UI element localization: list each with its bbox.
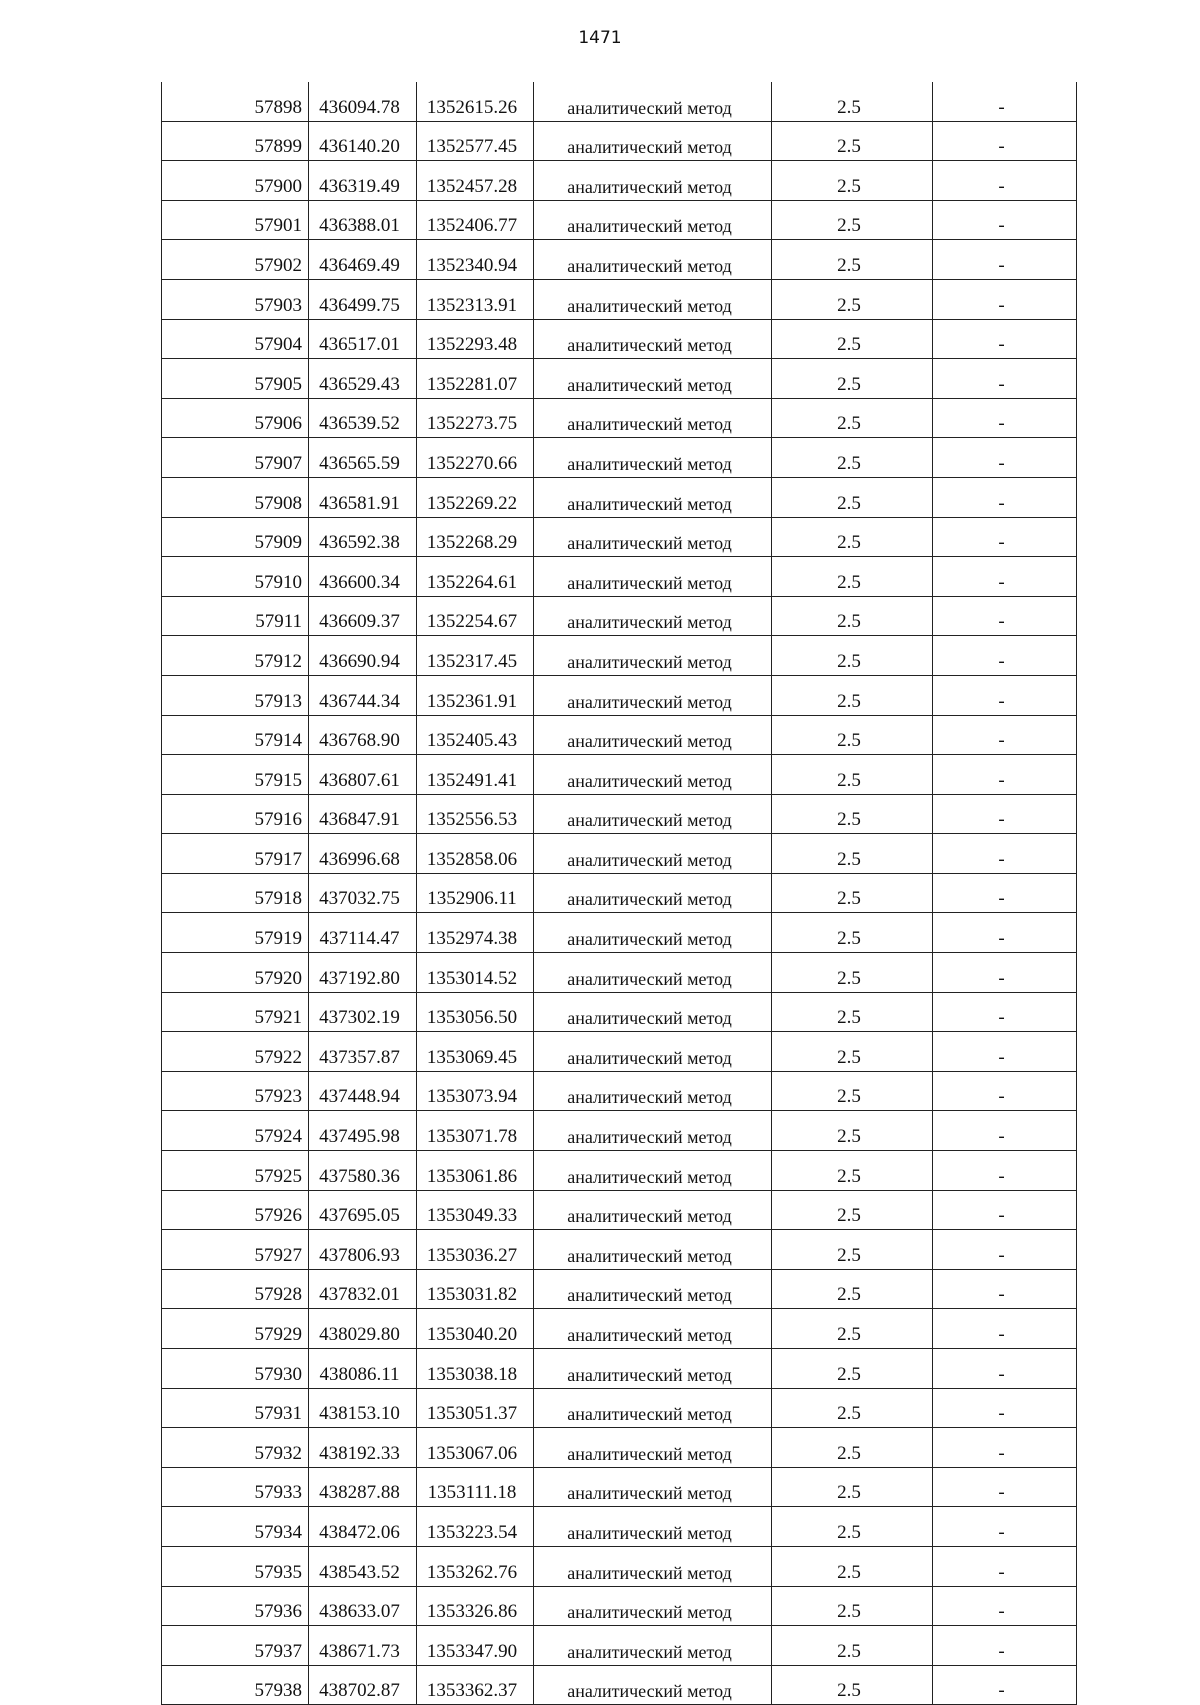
note-cell: - (933, 1665, 1077, 1705)
note-cell: - (933, 913, 1077, 953)
y-coordinate-cell: 1353071.78 (417, 1111, 534, 1151)
table-row (162, 953, 1077, 993)
note-cell: - (933, 319, 1077, 359)
point-number-cell: 57909 (162, 517, 309, 557)
table-row (162, 834, 1077, 874)
x-coordinate-cell: 437832.01 (309, 1269, 417, 1309)
accuracy-cell: 2.5 (772, 636, 933, 676)
x-coordinate-cell: 438086.11 (309, 1349, 417, 1389)
y-coordinate-cell: 1352269.22 (417, 477, 534, 517)
note-cell: - (933, 794, 1077, 834)
table-row (162, 1626, 1077, 1666)
method-cell: аналитический метод (534, 517, 772, 557)
point-number-cell: 57936 (162, 1586, 309, 1626)
note-cell: - (933, 1071, 1077, 1111)
page-number: 1471 (578, 28, 622, 48)
y-coordinate-cell: 1353073.94 (417, 1071, 534, 1111)
accuracy-cell: 2.5 (772, 161, 933, 201)
table-row (162, 398, 1077, 438)
y-coordinate-cell: 1352457.28 (417, 161, 534, 201)
method-cell: аналитический метод (534, 913, 772, 953)
accuracy-cell: 2.5 (772, 82, 933, 121)
point-number-cell: 57919 (162, 913, 309, 953)
x-coordinate-cell: 437448.94 (309, 1071, 417, 1111)
accuracy-cell: 2.5 (772, 953, 933, 993)
y-coordinate-cell: 1352340.94 (417, 240, 534, 280)
point-number-cell: 57933 (162, 1467, 309, 1507)
y-coordinate-cell: 1353061.86 (417, 1151, 534, 1191)
method-cell: аналитический метод (534, 1269, 772, 1309)
x-coordinate-cell: 436600.34 (309, 557, 417, 597)
x-coordinate-cell: 437032.75 (309, 873, 417, 913)
table-row (162, 557, 1077, 597)
point-number-cell: 57908 (162, 477, 309, 517)
y-coordinate-cell: 1352491.41 (417, 755, 534, 795)
accuracy-cell: 2.5 (772, 1665, 933, 1705)
point-number-cell: 57913 (162, 675, 309, 715)
x-coordinate-cell: 438153.10 (309, 1388, 417, 1428)
note-cell: - (933, 200, 1077, 240)
accuracy-cell: 2.5 (772, 1309, 933, 1349)
x-coordinate-cell: 437580.36 (309, 1151, 417, 1191)
note-cell: - (933, 1546, 1077, 1586)
point-number-cell: 57937 (162, 1626, 309, 1666)
table-row (162, 200, 1077, 240)
note-cell: - (933, 755, 1077, 795)
note-cell: - (933, 477, 1077, 517)
note-cell: - (933, 517, 1077, 557)
table-row (162, 755, 1077, 795)
x-coordinate-cell: 438671.73 (309, 1626, 417, 1666)
method-cell: аналитический метод (534, 121, 772, 161)
accuracy-cell: 2.5 (772, 1467, 933, 1507)
accuracy-cell: 2.5 (772, 1626, 933, 1666)
method-cell: аналитический метод (534, 477, 772, 517)
accuracy-cell: 2.5 (772, 1111, 933, 1151)
accuracy-cell: 2.5 (772, 121, 933, 161)
point-number-cell: 57922 (162, 1032, 309, 1072)
note-cell: - (933, 359, 1077, 399)
note-cell: - (933, 1349, 1077, 1389)
method-cell: аналитический метод (534, 1388, 772, 1428)
method-cell: аналитический метод (534, 82, 772, 121)
note-cell: - (933, 398, 1077, 438)
y-coordinate-cell: 1353067.06 (417, 1428, 534, 1468)
table-row (162, 279, 1077, 319)
table-row (162, 1586, 1077, 1626)
table-body (162, 82, 1077, 1705)
method-cell: аналитический метод (534, 953, 772, 993)
note-cell: - (933, 1467, 1077, 1507)
accuracy-cell: 2.5 (772, 1190, 933, 1230)
point-number-cell: 57916 (162, 794, 309, 834)
method-cell: аналитический метод (534, 438, 772, 478)
accuracy-cell: 2.5 (772, 873, 933, 913)
x-coordinate-cell: 436469.49 (309, 240, 417, 280)
accuracy-cell: 2.5 (772, 1428, 933, 1468)
table-row (162, 240, 1077, 280)
accuracy-cell: 2.5 (772, 1151, 933, 1191)
x-coordinate-cell: 437695.05 (309, 1190, 417, 1230)
x-coordinate-cell: 436690.94 (309, 636, 417, 676)
x-coordinate-cell: 436807.61 (309, 755, 417, 795)
point-number-cell: 57904 (162, 319, 309, 359)
note-cell: - (933, 557, 1077, 597)
accuracy-cell: 2.5 (772, 596, 933, 636)
point-number-cell: 57902 (162, 240, 309, 280)
point-number-cell: 57930 (162, 1349, 309, 1389)
method-cell: аналитический метод (534, 1546, 772, 1586)
y-coordinate-cell: 1352615.26 (417, 82, 534, 121)
accuracy-cell: 2.5 (772, 319, 933, 359)
method-cell: аналитический метод (534, 1428, 772, 1468)
method-cell: аналитический метод (534, 1507, 772, 1547)
table-row (162, 992, 1077, 1032)
y-coordinate-cell: 1352281.07 (417, 359, 534, 399)
table-row (162, 1388, 1077, 1428)
x-coordinate-cell: 438029.80 (309, 1309, 417, 1349)
note-cell: - (933, 953, 1077, 993)
y-coordinate-cell: 1353262.76 (417, 1546, 534, 1586)
y-coordinate-cell: 1352406.77 (417, 200, 534, 240)
table-row (162, 1111, 1077, 1151)
note-cell: - (933, 1190, 1077, 1230)
table-row (162, 82, 1077, 121)
method-cell: аналитический метод (534, 715, 772, 755)
point-number-cell: 57901 (162, 200, 309, 240)
x-coordinate-cell: 437495.98 (309, 1111, 417, 1151)
accuracy-cell: 2.5 (772, 715, 933, 755)
y-coordinate-cell: 1352293.48 (417, 319, 534, 359)
accuracy-cell: 2.5 (772, 1071, 933, 1111)
table-row (162, 596, 1077, 636)
point-number-cell: 57924 (162, 1111, 309, 1151)
y-coordinate-cell: 1353056.50 (417, 992, 534, 1032)
table-row (162, 794, 1077, 834)
table-row (162, 1349, 1077, 1389)
table-row (162, 1230, 1077, 1270)
y-coordinate-cell: 1352858.06 (417, 834, 534, 874)
table-row (162, 636, 1077, 676)
table-row (162, 873, 1077, 913)
point-number-cell: 57915 (162, 755, 309, 795)
y-coordinate-cell: 1352906.11 (417, 873, 534, 913)
method-cell: аналитический метод (534, 992, 772, 1032)
method-cell: аналитический метод (534, 161, 772, 201)
note-cell: - (933, 121, 1077, 161)
accuracy-cell: 2.5 (772, 1269, 933, 1309)
table-row (162, 1665, 1077, 1705)
method-cell: аналитический метод (534, 675, 772, 715)
y-coordinate-cell: 1353036.27 (417, 1230, 534, 1270)
accuracy-cell: 2.5 (772, 517, 933, 557)
point-number-cell: 57906 (162, 398, 309, 438)
accuracy-cell: 2.5 (772, 279, 933, 319)
accuracy-cell: 2.5 (772, 1230, 933, 1270)
accuracy-cell: 2.5 (772, 1546, 933, 1586)
point-number-cell: 57928 (162, 1269, 309, 1309)
method-cell: аналитический метод (534, 1467, 772, 1507)
x-coordinate-cell: 438633.07 (309, 1586, 417, 1626)
method-cell: аналитический метод (534, 1111, 772, 1151)
y-coordinate-cell: 1352313.91 (417, 279, 534, 319)
y-coordinate-cell: 1352264.61 (417, 557, 534, 597)
x-coordinate-cell: 438472.06 (309, 1507, 417, 1547)
accuracy-cell: 2.5 (772, 1388, 933, 1428)
note-cell: - (933, 1626, 1077, 1666)
point-number-cell: 57925 (162, 1151, 309, 1191)
table-row (162, 1309, 1077, 1349)
x-coordinate-cell: 436140.20 (309, 121, 417, 161)
method-cell: аналитический метод (534, 873, 772, 913)
table-row (162, 913, 1077, 953)
y-coordinate-cell: 1352577.45 (417, 121, 534, 161)
y-coordinate-cell: 1352974.38 (417, 913, 534, 953)
y-coordinate-cell: 1353049.33 (417, 1190, 534, 1230)
table-row (162, 1428, 1077, 1468)
table-row (162, 517, 1077, 557)
x-coordinate-cell: 436565.59 (309, 438, 417, 478)
note-cell: - (933, 161, 1077, 201)
note-cell: - (933, 1269, 1077, 1309)
point-number-cell: 57938 (162, 1665, 309, 1705)
note-cell: - (933, 596, 1077, 636)
note-cell: - (933, 1586, 1077, 1626)
table-row (162, 1151, 1077, 1191)
x-coordinate-cell: 436609.37 (309, 596, 417, 636)
point-number-cell: 57927 (162, 1230, 309, 1270)
point-number-cell: 57907 (162, 438, 309, 478)
y-coordinate-cell: 1353014.52 (417, 953, 534, 993)
point-number-cell: 57931 (162, 1388, 309, 1428)
y-coordinate-cell: 1352254.67 (417, 596, 534, 636)
x-coordinate-cell: 438543.52 (309, 1546, 417, 1586)
coordinates-table (161, 82, 1077, 1705)
y-coordinate-cell: 1353347.90 (417, 1626, 534, 1666)
x-coordinate-cell: 436517.01 (309, 319, 417, 359)
point-number-cell: 57920 (162, 953, 309, 993)
x-coordinate-cell: 438192.33 (309, 1428, 417, 1468)
y-coordinate-cell: 1353223.54 (417, 1507, 534, 1547)
x-coordinate-cell: 436094.78 (309, 82, 417, 121)
y-coordinate-cell: 1353326.86 (417, 1586, 534, 1626)
method-cell: аналитический метод (534, 596, 772, 636)
x-coordinate-cell: 436768.90 (309, 715, 417, 755)
table-row (162, 438, 1077, 478)
accuracy-cell: 2.5 (772, 438, 933, 478)
y-coordinate-cell: 1352268.29 (417, 517, 534, 557)
method-cell: аналитический метод (534, 1032, 772, 1072)
point-number-cell: 57905 (162, 359, 309, 399)
table-row (162, 477, 1077, 517)
y-coordinate-cell: 1352273.75 (417, 398, 534, 438)
x-coordinate-cell: 437302.19 (309, 992, 417, 1032)
point-number-cell: 57921 (162, 992, 309, 1032)
note-cell: - (933, 1230, 1077, 1270)
method-cell: аналитический метод (534, 279, 772, 319)
note-cell: - (933, 1507, 1077, 1547)
table-row (162, 1269, 1077, 1309)
accuracy-cell: 2.5 (772, 992, 933, 1032)
point-number-cell: 57900 (162, 161, 309, 201)
table-row (162, 1467, 1077, 1507)
accuracy-cell: 2.5 (772, 200, 933, 240)
accuracy-cell: 2.5 (772, 359, 933, 399)
table-row (162, 359, 1077, 399)
note-cell: - (933, 1151, 1077, 1191)
method-cell: аналитический метод (534, 398, 772, 438)
x-coordinate-cell: 436744.34 (309, 675, 417, 715)
table-row (162, 161, 1077, 201)
table-row (162, 675, 1077, 715)
method-cell: аналитический метод (534, 1626, 772, 1666)
point-number-cell: 57910 (162, 557, 309, 597)
y-coordinate-cell: 1352405.43 (417, 715, 534, 755)
note-cell: - (933, 675, 1077, 715)
note-cell: - (933, 240, 1077, 280)
method-cell: аналитический метод (534, 794, 772, 834)
accuracy-cell: 2.5 (772, 834, 933, 874)
x-coordinate-cell: 438287.88 (309, 1467, 417, 1507)
method-cell: аналитический метод (534, 834, 772, 874)
method-cell: аналитический метод (534, 1230, 772, 1270)
method-cell: аналитический метод (534, 359, 772, 399)
x-coordinate-cell: 436581.91 (309, 477, 417, 517)
y-coordinate-cell: 1353040.20 (417, 1309, 534, 1349)
point-number-cell: 57935 (162, 1546, 309, 1586)
x-coordinate-cell: 437357.87 (309, 1032, 417, 1072)
point-number-cell: 57899 (162, 121, 309, 161)
method-cell: аналитический метод (534, 1586, 772, 1626)
y-coordinate-cell: 1353031.82 (417, 1269, 534, 1309)
method-cell: аналитический метод (534, 1190, 772, 1230)
accuracy-cell: 2.5 (772, 240, 933, 280)
x-coordinate-cell: 438702.87 (309, 1665, 417, 1705)
method-cell: аналитический метод (534, 636, 772, 676)
note-cell: - (933, 1309, 1077, 1349)
note-cell: - (933, 834, 1077, 874)
accuracy-cell: 2.5 (772, 755, 933, 795)
point-number-cell: 57929 (162, 1309, 309, 1349)
accuracy-cell: 2.5 (772, 913, 933, 953)
point-number-cell: 57934 (162, 1507, 309, 1547)
point-number-cell: 57918 (162, 873, 309, 913)
note-cell: - (933, 1428, 1077, 1468)
note-cell: - (933, 1032, 1077, 1072)
point-number-cell: 57898 (162, 82, 309, 121)
accuracy-cell: 2.5 (772, 1032, 933, 1072)
table-row (162, 319, 1077, 359)
method-cell: аналитический метод (534, 1665, 772, 1705)
note-cell: - (933, 715, 1077, 755)
x-coordinate-cell: 436996.68 (309, 834, 417, 874)
point-number-cell: 57932 (162, 1428, 309, 1468)
table-row (162, 1071, 1077, 1111)
x-coordinate-cell: 437806.93 (309, 1230, 417, 1270)
y-coordinate-cell: 1353051.37 (417, 1388, 534, 1428)
accuracy-cell: 2.5 (772, 398, 933, 438)
method-cell: аналитический метод (534, 200, 772, 240)
x-coordinate-cell: 436319.49 (309, 161, 417, 201)
y-coordinate-cell: 1353038.18 (417, 1349, 534, 1389)
method-cell: аналитический метод (534, 1309, 772, 1349)
accuracy-cell: 2.5 (772, 1586, 933, 1626)
accuracy-cell: 2.5 (772, 557, 933, 597)
y-coordinate-cell: 1353362.37 (417, 1665, 534, 1705)
x-coordinate-cell: 437192.80 (309, 953, 417, 993)
x-coordinate-cell: 436529.43 (309, 359, 417, 399)
x-coordinate-cell: 436539.52 (309, 398, 417, 438)
point-number-cell: 57923 (162, 1071, 309, 1111)
note-cell: - (933, 438, 1077, 478)
method-cell: аналитический метод (534, 557, 772, 597)
point-number-cell: 57912 (162, 636, 309, 676)
note-cell: - (933, 1388, 1077, 1428)
y-coordinate-cell: 1352556.53 (417, 794, 534, 834)
point-number-cell: 57903 (162, 279, 309, 319)
table-row (162, 1507, 1077, 1547)
note-cell: - (933, 873, 1077, 913)
method-cell: аналитический метод (534, 1349, 772, 1389)
note-cell: - (933, 636, 1077, 676)
point-number-cell: 57914 (162, 715, 309, 755)
note-cell: - (933, 1111, 1077, 1151)
table-row (162, 715, 1077, 755)
table-row (162, 1032, 1077, 1072)
x-coordinate-cell: 436592.38 (309, 517, 417, 557)
y-coordinate-cell: 1353069.45 (417, 1032, 534, 1072)
method-cell: аналитический метод (534, 1151, 772, 1191)
x-coordinate-cell: 437114.47 (309, 913, 417, 953)
y-coordinate-cell: 1353111.18 (417, 1467, 534, 1507)
method-cell: аналитический метод (534, 755, 772, 795)
note-cell: - (933, 992, 1077, 1032)
method-cell: аналитический метод (534, 1071, 772, 1111)
accuracy-cell: 2.5 (772, 1507, 933, 1547)
x-coordinate-cell: 436499.75 (309, 279, 417, 319)
y-coordinate-cell: 1352361.91 (417, 675, 534, 715)
point-number-cell: 57926 (162, 1190, 309, 1230)
table-row (162, 121, 1077, 161)
point-number-cell: 57911 (162, 596, 309, 636)
y-coordinate-cell: 1352317.45 (417, 636, 534, 676)
method-cell: аналитический метод (534, 319, 772, 359)
accuracy-cell: 2.5 (772, 675, 933, 715)
table-row (162, 1546, 1077, 1586)
note-cell: - (933, 279, 1077, 319)
accuracy-cell: 2.5 (772, 477, 933, 517)
x-coordinate-cell: 436847.91 (309, 794, 417, 834)
accuracy-cell: 2.5 (772, 794, 933, 834)
method-cell: аналитический метод (534, 240, 772, 280)
x-coordinate-cell: 436388.01 (309, 200, 417, 240)
y-coordinate-cell: 1352270.66 (417, 438, 534, 478)
table-row (162, 1190, 1077, 1230)
accuracy-cell: 2.5 (772, 1349, 933, 1389)
note-cell: - (933, 82, 1077, 121)
point-number-cell: 57917 (162, 834, 309, 874)
